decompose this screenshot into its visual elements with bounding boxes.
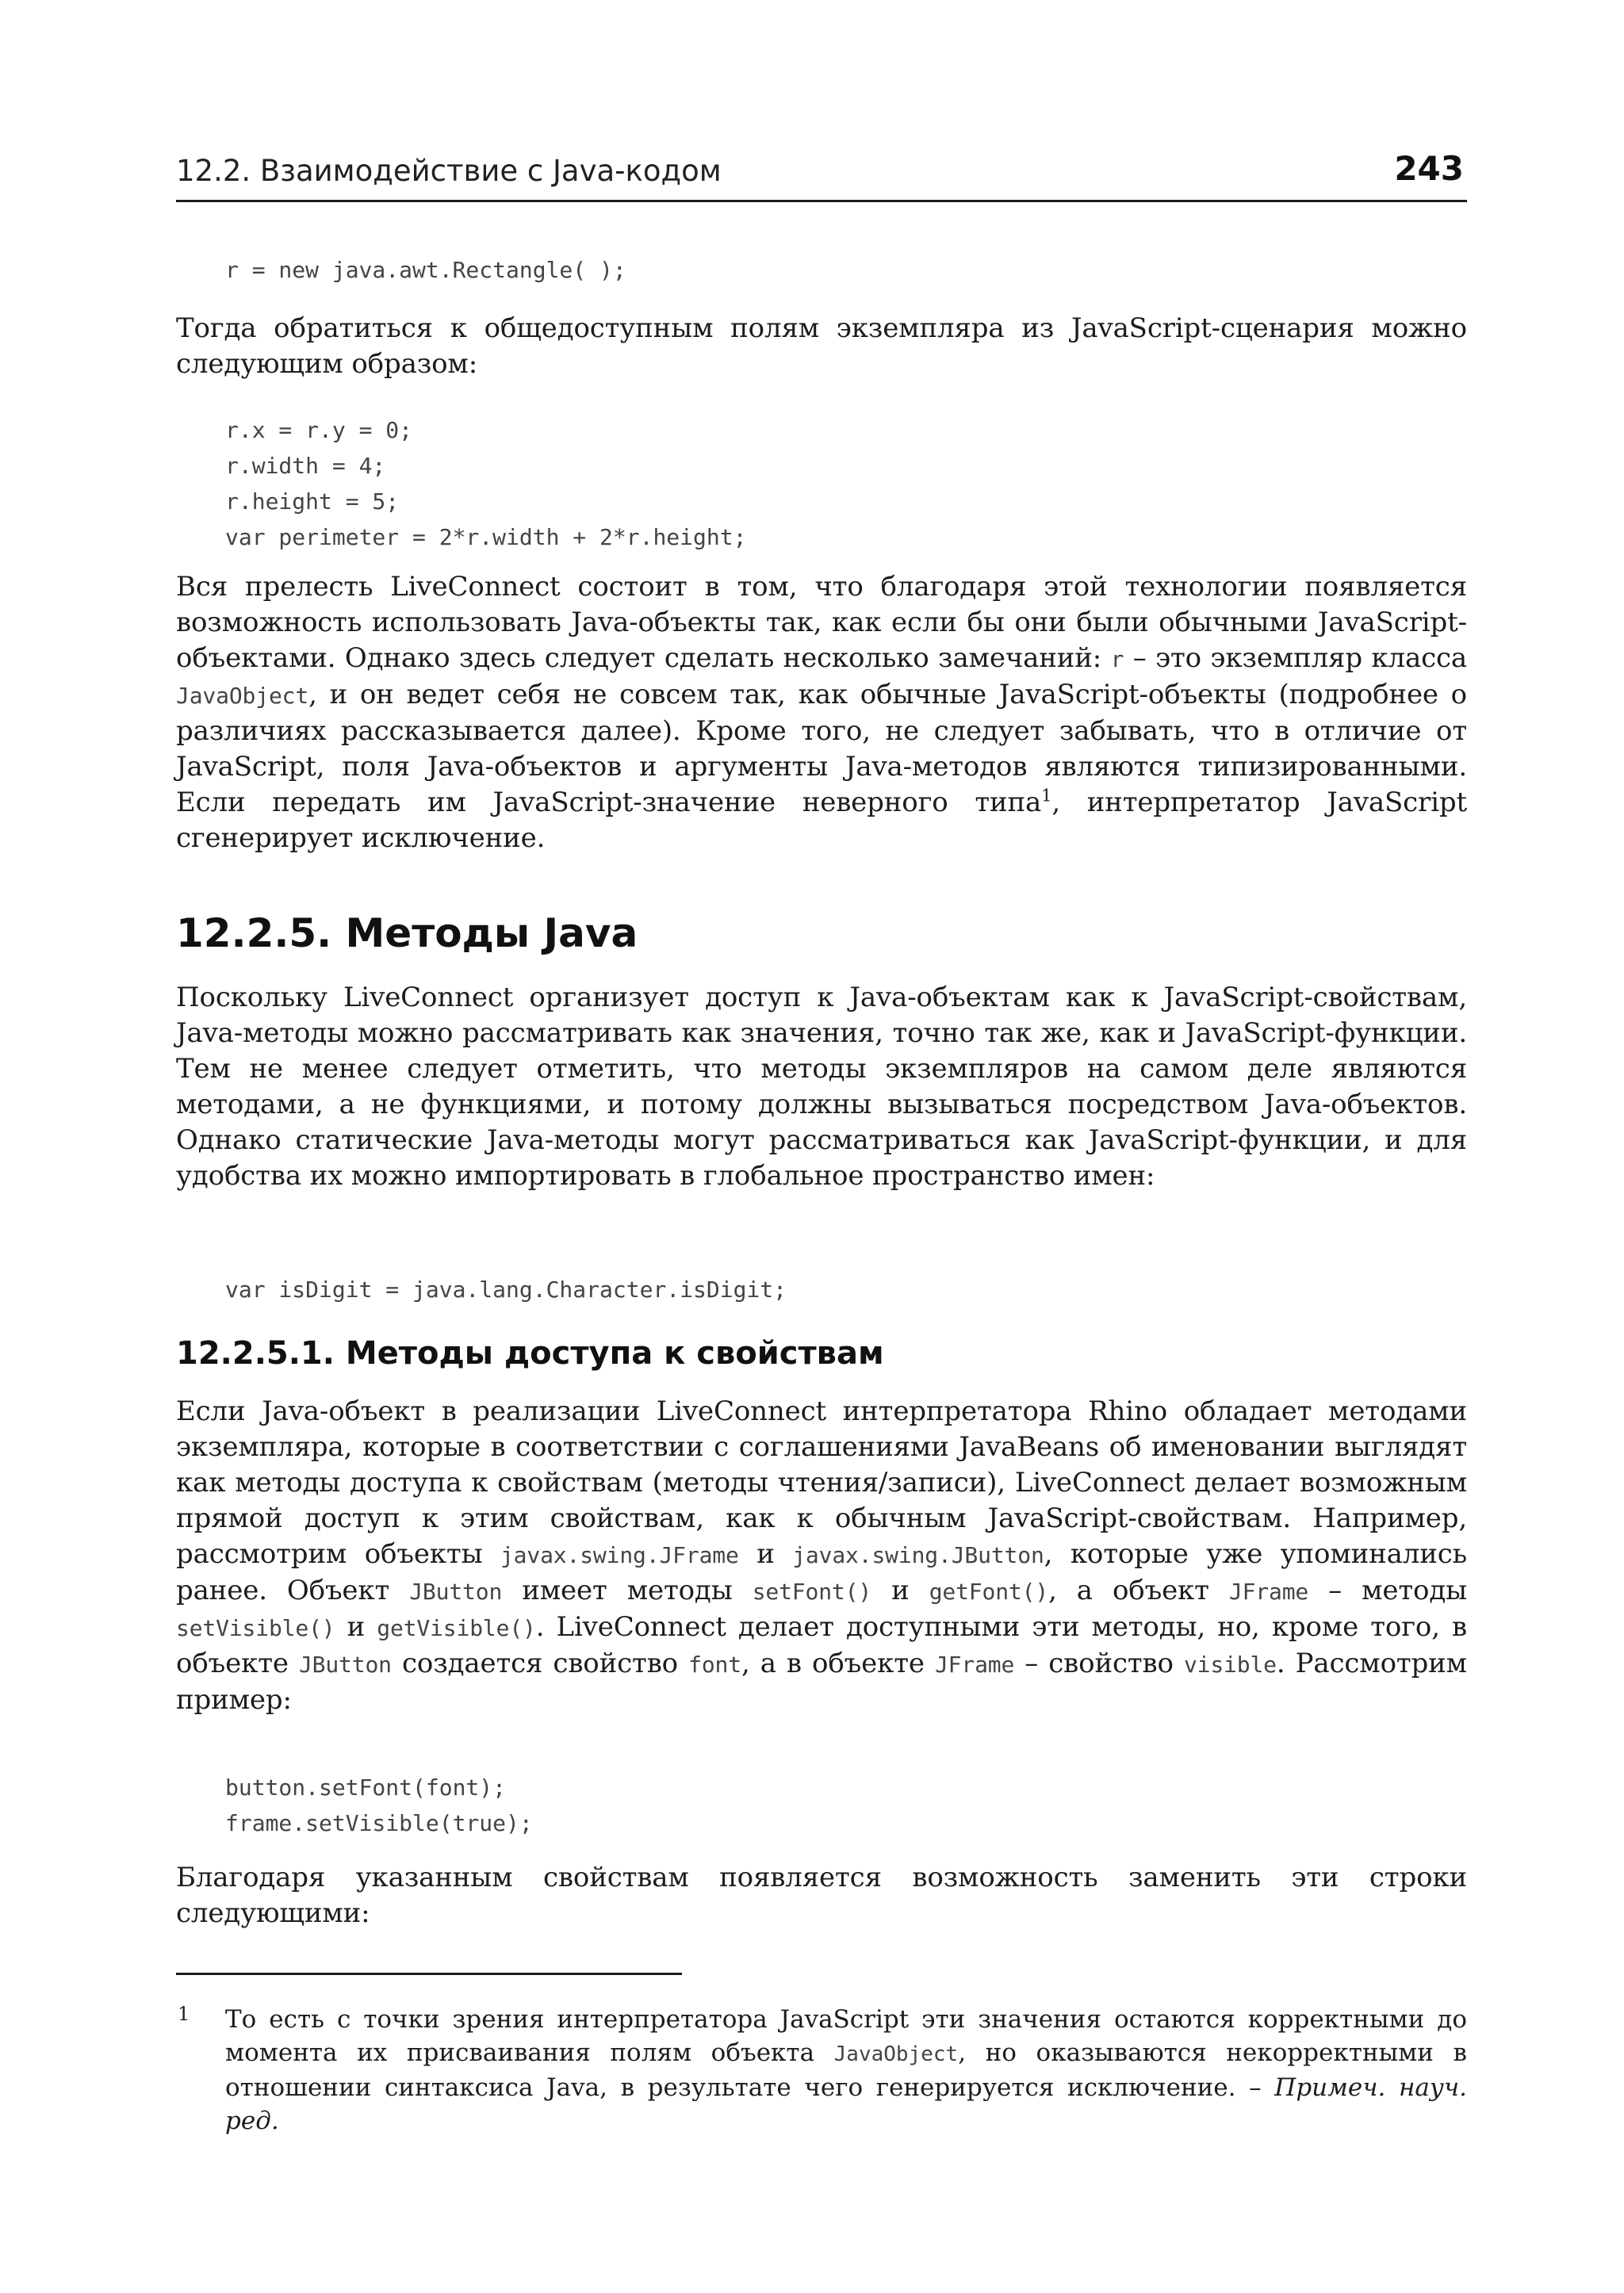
paragraph-public-fields: Тогда обратиться к общедоступным полям экземпляра из JavaScript-сценария можно следующим образом: bbox=[176, 312, 1467, 380]
code-block-isdigit: var isDigit = java.lang.Character.isDigit; bbox=[225, 1277, 787, 1303]
paragraph-java-methods: Поскольку LiveConnect организует доступ к Java-объектам как к JavaScript-свойствам, Java-методы можно рассматривать как значения, точно так же, как и JavaScript-функции. Тем не менее следует отметить, что методы экземпляров на самом деле являются методами, а не функциями, и потому должны вызываться посредством Java-объектов. Однако статические Java-методы могут рассматриваться как JavaScript-функции, и для удобства их можно импортировать в глобальное пространство имен: bbox=[176, 982, 1467, 1192]
paragraph-property-accessors: Если Java-объект в реализации LiveConnect интерпретатора Rhino обладает методами экземпляра, которые в соответствии с соглашениями JavaBeans об именовании выглядят как методы доступа к свойствам (методы чтения/записи), LiveConnect делает возможным прямой доступ к этим свойствам, как к обычным JavaScript-свойствам. Например, рассмотрим объекты javax.swing.JFrame и javax.swing.JButton, которые уже упоминались ранее. Объект JButton имеет методы setFont() и getFont(), а объект JFrame – методы setVisible() и getVisible(). LiveConnect делает доступными эти методы, но, кроме того, в объекте JButton создается свойство font, а в объекте JFrame – свойство visible. Рассмотрим пример: bbox=[176, 1395, 1468, 1716]
code-block-fields: r.x = r.y = 0; r.width = 4; r.height = 5; var perimeter = 2*r.width + 2*r.height; bbox=[225, 417, 747, 550]
paragraph-liveconnect-charm: Вся прелесть LiveConnect состоит в том, что благодаря этой технологии появляется возможность использовать Java-объекты так, как если бы они были обычными JavaScript-объектами. Однако здесь следует сделать несколько замечаний: r – это экземпляр класса JavaObject, и он ведет себя не совсем так, как обычные JavaScript-объекты (подробнее о различиях рассказывается далее). Кроме того, не следует забывать, что в отличие от JavaScript, поля Java-объектов и аргументы Java-методов являются типизированными. Если передать им JavaScript-значение неверного типа$^1$, интерпретатор JavaScript сгенерирует исключение. bbox=[176, 571, 1468, 854]
section-heading: 12.2.5. Методы Java bbox=[176, 910, 638, 956]
running-header-title: 12.2. Взаимодействие с Java-кодом bbox=[176, 154, 722, 188]
footnote-divider bbox=[176, 1973, 682, 1975]
code-block-setters: button.setFont(font); frame.setVisible(true); bbox=[225, 1774, 533, 1836]
footnote-text: То есть с точки зрения интерпретатора JavaScript эти значения остаются корректными до момента их присваивания полям объекта JavaObject, но оказываются некорректными в отношении синтаксиса Java, в результате чего генерируется исключение. – Примеч. науч. ред. bbox=[225, 2005, 1468, 2135]
page-number: 243 bbox=[1394, 149, 1464, 188]
subsection-heading: 12.2.5.1. Методы доступа к свойствам bbox=[176, 1335, 884, 1372]
footnote-marker: 1 bbox=[178, 2003, 190, 2025]
paragraph-replace-lines: Благодаря указанным свойствам появляется возможность заменить эти строки следующими: bbox=[176, 1862, 1467, 1929]
footnote-reference[interactable]: 1 bbox=[1041, 786, 1052, 806]
code-block-rectangle: r = new java.awt.Rectangle( ); bbox=[225, 257, 626, 283]
running-header bbox=[176, 147, 1467, 202]
